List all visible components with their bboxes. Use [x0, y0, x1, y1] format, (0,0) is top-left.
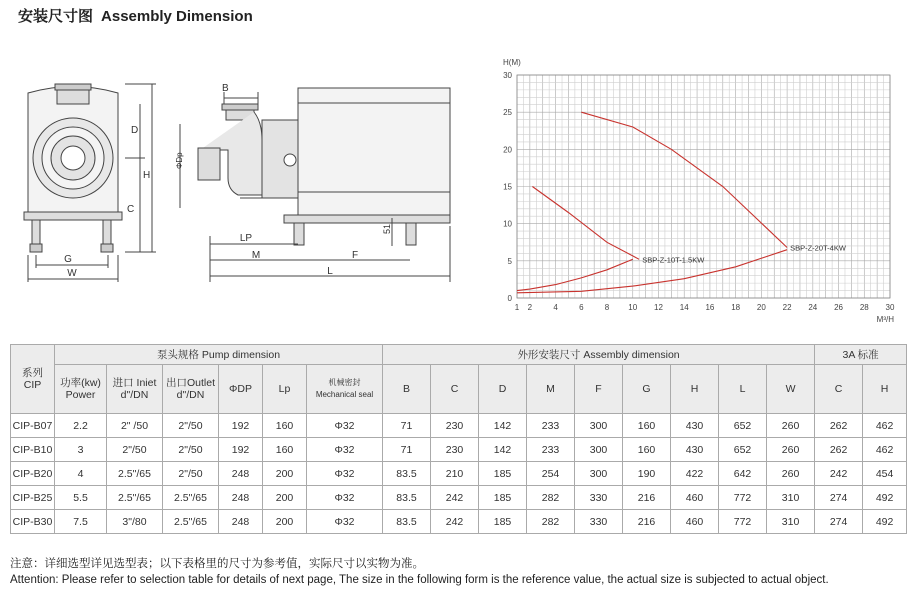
table-cell: 3"/80 [107, 510, 163, 534]
table-cell: 190 [623, 462, 671, 486]
table-cell: 2"/50 [163, 414, 219, 438]
table-cell: Φ32 [307, 462, 383, 486]
table-cell: 430 [671, 438, 719, 462]
table-cell: 274 [815, 510, 863, 534]
th-l: L [719, 365, 767, 414]
x-tick-label: 30 [885, 303, 895, 312]
table-cell: CIP-B10 [11, 438, 55, 462]
table-cell: 330 [575, 510, 623, 534]
y-tick-label: 25 [503, 108, 512, 118]
table-cell: 3 [55, 438, 107, 462]
table-cell: 300 [575, 462, 623, 486]
y-tick-label: 0 [507, 294, 512, 303]
table-cell: 242 [815, 462, 863, 486]
dim-label-c: C [127, 204, 135, 215]
th-dp: ΦDP [219, 365, 263, 414]
table-cell: 71 [383, 414, 431, 438]
note-cn: 注意：详细选型详见选型表；以下表格里的尺寸为参考值，实际尺寸以实物为准。 [10, 558, 424, 570]
table-cell: 652 [719, 414, 767, 438]
table-cell: 2"/50 [107, 438, 163, 462]
x-tick-label: 22 [782, 303, 792, 312]
table-cell: 2.5"/65 [163, 486, 219, 510]
x-tick-label: 1 [514, 303, 520, 312]
dim-label-phi-dp: ΦDp [175, 152, 184, 169]
th-power: 功率(kw) Power [55, 365, 107, 414]
x-tick-label: 10 [628, 303, 638, 312]
x-tick-label: 12 [654, 303, 663, 312]
th-g: G [623, 365, 671, 414]
table-cell: 192 [219, 438, 263, 462]
th-outlet: 出口Outlet d"/DN [163, 365, 219, 414]
table-cell: 300 [575, 438, 623, 462]
table-cell: 772 [719, 510, 767, 534]
x-tick-label: 4 [553, 303, 558, 312]
table-cell: 4 [55, 462, 107, 486]
table-cell: 83.5 [383, 462, 431, 486]
th-assembly-group: 外形安装尺寸 Assembly dimension [383, 345, 815, 365]
th-c: C [431, 365, 479, 414]
table-cell: 185 [479, 510, 527, 534]
table-cell: 2"/50 [163, 438, 219, 462]
table-cell: 2.2 [55, 414, 107, 438]
notes [10, 556, 829, 588]
th-f: F [575, 365, 623, 414]
assembly-drawing [0, 28, 480, 290]
table-cell: 200 [263, 510, 307, 534]
table-cell: 233 [527, 414, 575, 438]
table-cell: 282 [527, 510, 575, 534]
x-axis-label: M³/H [876, 315, 894, 324]
table-cell: 462 [863, 438, 907, 462]
table-cell: 230 [431, 438, 479, 462]
table-cell: 310 [767, 486, 815, 510]
table-cell: 230 [431, 414, 479, 438]
series-line [532, 187, 639, 260]
table-cell: 160 [623, 414, 671, 438]
th-h: H [671, 365, 719, 414]
table-cell: 260 [767, 438, 815, 462]
table-cell: 310 [767, 510, 815, 534]
table-cell: 160 [623, 438, 671, 462]
table-cell: 216 [623, 510, 671, 534]
dim-label-f: F [351, 250, 359, 261]
chart-series [517, 112, 847, 293]
dimension-table [10, 344, 907, 534]
x-tick-label: 18 [731, 303, 741, 312]
table-cell: 242 [431, 486, 479, 510]
table-cell: CIP-B25 [11, 486, 55, 510]
table-cell: 422 [671, 462, 719, 486]
th-d: D [479, 365, 527, 414]
th-3a-h: H [863, 365, 907, 414]
table-cell: Φ32 [307, 414, 383, 438]
table-row [11, 510, 907, 534]
x-tick-label: 8 [604, 303, 610, 312]
table-cell: 83.5 [383, 486, 431, 510]
y-tick-label: 20 [503, 145, 512, 155]
dim-label-l: L [327, 266, 333, 277]
x-tick-label: 24 [808, 303, 818, 312]
dim-label-w: W [67, 268, 77, 279]
th-inlet: 进口 Iniet d"/DN [107, 365, 163, 414]
page-title [18, 5, 253, 26]
table-cell: 262 [815, 414, 863, 438]
table-cell: 2" /50 [107, 414, 163, 438]
table-cell: Φ32 [307, 438, 383, 462]
table-cell: 652 [719, 438, 767, 462]
table-cell: 260 [767, 462, 815, 486]
table-cell: 142 [479, 414, 527, 438]
y-tick-label: 5 [507, 256, 512, 266]
table-cell: 454 [863, 462, 907, 486]
title-en: Assembly Dimension [101, 8, 253, 25]
table-cell: 185 [479, 486, 527, 510]
th-pump-group: 泵头规格 Pump dimension [55, 345, 383, 365]
table-cell: 233 [527, 438, 575, 462]
table-cell: 5.5 [55, 486, 107, 510]
table-cell: 248 [219, 486, 263, 510]
y-axis-label: H(M) [503, 58, 521, 67]
table-cell: 192 [219, 414, 263, 438]
table-cell: 83.5 [383, 510, 431, 534]
chart-grid [517, 75, 890, 298]
series-label: SBP-Z-10T-1.5KW [642, 255, 705, 265]
title-cn: 安装尺寸图 [18, 8, 94, 25]
th-lp: Lp [263, 365, 307, 414]
y-tick-label: 15 [503, 182, 512, 192]
table-cell: CIP-B07 [11, 414, 55, 438]
table-cell: 274 [815, 486, 863, 510]
table-cell: 160 [263, 414, 307, 438]
table-cell: 462 [863, 414, 907, 438]
th-series: 系列 CIP [11, 345, 55, 414]
table-cell: 260 [767, 414, 815, 438]
table-body [11, 414, 907, 534]
table-cell: 200 [263, 462, 307, 486]
dim-label-lp: LP [239, 233, 253, 244]
x-tick-label: 6 [579, 303, 584, 312]
x-tick-label: 14 [679, 303, 689, 312]
table-cell: 300 [575, 414, 623, 438]
table-row [11, 486, 907, 510]
x-tick-label: 26 [834, 303, 844, 312]
table-cell: 262 [815, 438, 863, 462]
x-tick-label: 28 [859, 303, 869, 312]
table-cell: 248 [219, 510, 263, 534]
table-cell: 242 [431, 510, 479, 534]
table-cell: 430 [671, 414, 719, 438]
dim-label-m: M [251, 250, 261, 261]
table-row [11, 438, 907, 462]
table-cell: 210 [431, 462, 479, 486]
table-cell: 160 [263, 438, 307, 462]
table-cell: 2"/50 [163, 462, 219, 486]
table-cell: 2.5"/65 [107, 462, 163, 486]
th-standard-group: 3A 标准 [815, 345, 907, 365]
table-row [11, 462, 907, 486]
table-cell: 216 [623, 486, 671, 510]
x-tick-label: 2 [527, 303, 533, 312]
series-label: SBP-Z-20T-4KW [790, 243, 846, 253]
th-m: M [527, 365, 575, 414]
table-cell: 7.5 [55, 510, 107, 534]
table-cell: 200 [263, 486, 307, 510]
table-cell: 492 [863, 510, 907, 534]
dim-label-b: B [222, 83, 229, 94]
performance-chart [490, 28, 900, 328]
dim-label-h: H [143, 170, 151, 181]
table-cell: 330 [575, 486, 623, 510]
table-cell: 248 [219, 462, 263, 486]
table-cell: 282 [527, 486, 575, 510]
table-cell: Φ32 [307, 510, 383, 534]
th-b: B [383, 365, 431, 414]
table-cell: 2.5"/65 [107, 486, 163, 510]
table-cell: CIP-B30 [11, 510, 55, 534]
table-row [11, 414, 907, 438]
table-cell: CIP-B20 [11, 462, 55, 486]
x-tick-label: 16 [705, 303, 715, 312]
table-cell: 2.5"/65 [163, 510, 219, 534]
table-cell: Φ32 [307, 486, 383, 510]
table-cell: 71 [383, 438, 431, 462]
table-cell: 185 [479, 462, 527, 486]
x-tick-label: 20 [756, 303, 766, 312]
th-w: W [767, 365, 815, 414]
th-seal: 机械密封 Mechanical seal [307, 365, 383, 414]
dim-label-51: 51 [382, 223, 392, 234]
dim-label-g: G [64, 254, 72, 265]
table-cell: 254 [527, 462, 575, 486]
table-cell: 142 [479, 438, 527, 462]
table-cell: 772 [719, 486, 767, 510]
dim-label-d: D [131, 125, 139, 136]
note-en: Attention: Please refer to selection table for details of next page, The size in the following form is the reference value, the actual size is subjected to actual object. [10, 574, 829, 586]
th-3a-c: C [815, 365, 863, 414]
table-cell: 492 [863, 486, 907, 510]
table-cell: 460 [671, 510, 719, 534]
table-cell: 460 [671, 486, 719, 510]
table-cell: 642 [719, 462, 767, 486]
y-tick-label: 10 [503, 219, 512, 229]
y-tick-label: 30 [503, 71, 512, 80]
